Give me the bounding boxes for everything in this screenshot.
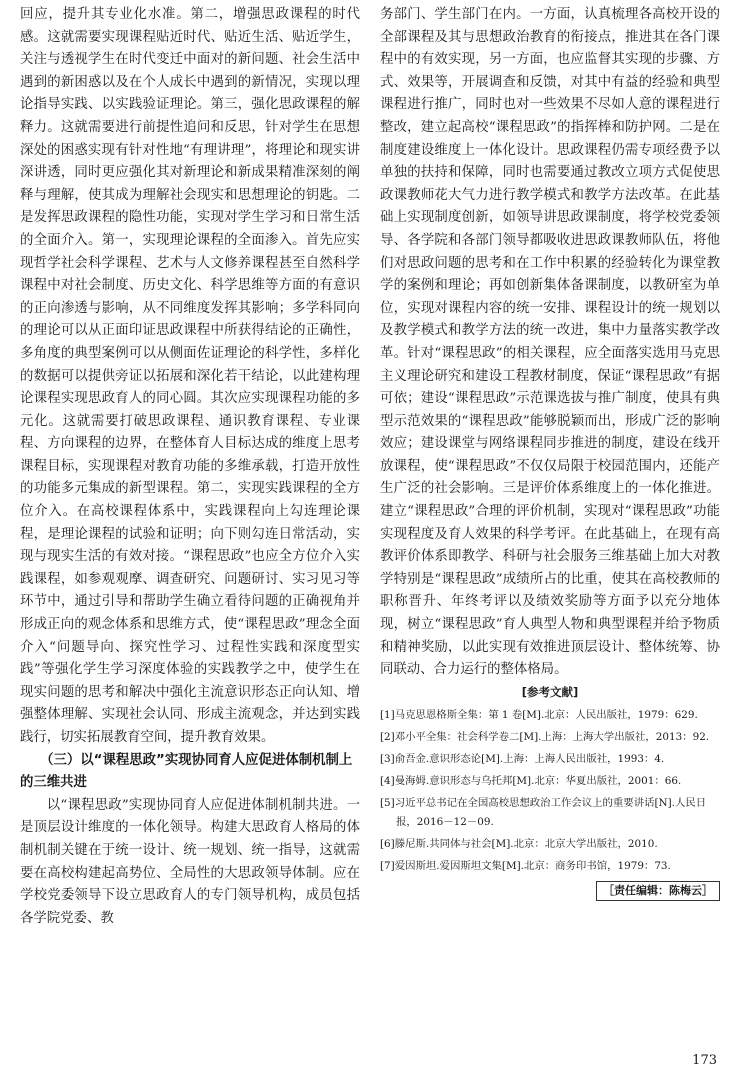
reference-item: [3]俞吾金.意识形态论[M].上海：上海人民出版社，1993：4. bbox=[380, 752, 665, 765]
page-number: 173 bbox=[692, 1053, 717, 1068]
body-paragraph: 以“课程思政”实现协同育人应促进体制机制共进。一是顶层设计维度的一体化领导。构建大思政育人格局的体制机制关键在于统一设计、统一规划、统一指导，这就需要在高校构建起高势位、全局性的大思政领导体制。应在学校党委领导下设立思政育人的专门领导机构，成员包括各学院党委、教 bbox=[20, 797, 360, 926]
reference-item: [7]爱因斯坦.爱因斯坦文集[M].北京：商务印书馆，1979：73. bbox=[380, 859, 671, 872]
reference-item: [4]曼海姆.意识形态与乌托邦[M].北京：华夏出版社，2001：66. bbox=[380, 774, 682, 787]
reference-list bbox=[380, 706, 720, 876]
editor-note-wrap bbox=[380, 879, 720, 901]
reference-item: [1]马克思恩格斯全集：第 1 卷[M].北京：人民出版社，1979：629. bbox=[380, 708, 698, 721]
article-page bbox=[20, 4, 720, 1034]
references-title: [参考文献] bbox=[521, 684, 579, 699]
body-paragraph: 务部门、学生部门在内。一方面，认真梳理各高校开设的全部课程及其与思想政治教育的衔接点，推进其在各门课程中的有效实现，另一方面，也应监督其实现的步骤、方式、效果等，开展调查和反馈，对其中有益的经验和典型课程进行推广，同时也对一些效果不尽如人意的课程进行整改，建立起高校“课程思政”的指挥棒和防护网。二是在制度建设维度上一体化设计。思政课程仍需专项经费予以单独的扶持和保障，同时也需要通过教改立项方式促使思政课教师花大气力进行教学模式和教学方法改革。在此基础上实现制度创新，如领导讲思政课制度，将学校党委领导、各学院和各部门领导都吸收进思政课教师队伍，将他们对思政问题的思考和在工作中积累的经验转化为课堂教学的案例和理论；再如创新集体备课制度，以教研室为单位，实现对课程内容的统一安排、课程设计的统一规划以及教学模式和教学方法的统一改进，集中力量落实教学改革。针对“课程思政”的相关课程，应全面落实选用马克思主义理论研究和建设工程教材制度，保证“课程思政”有据可依；建设“课程思政”示范课选拔与推广制度，使具有典型示范效果的“课程思政”能够脱颖而出，形成广泛的影响效应；建设课堂与网络课程同步推进的制度，建设在线开放课程，使“课程思政”不仅仅局限于校园范围内，还能产生广泛的社会影响。三是评价体系维度上的一体化推进。建立“课程思政”合理的评价机制，实现对“课程思政”功能实现程度及育人效果的科学考评。在此基础上，在现有高教评价体系即教学、科研与社会服务三维基础上加大对教学特别是“课程思政”成绩所占的比重，使其在高校教师的职称晋升、年终考评以及绩效奖励等方面予以充分地体现，树立“课程思政”育人典型人物和典型课程并给予物质和精神奖励，以此实现有效推进顶层设计、整体统筹、协同联动、合力运行的整体格局。 bbox=[380, 7, 720, 678]
reference-item: [6]滕尼斯.共同体与社会[M].北京：北京大学出版社，2010. bbox=[380, 837, 658, 850]
reference-item: [5]习近平总书记在全国高校思想政治工作会议上的重要讲话[N].人民日报，2016－12－09. bbox=[380, 796, 707, 828]
body-paragraph: 回应，提升其专业化水准。第二，增强思政课程的时代感。这就需要实现课程贴近时代、贴近生活、贴近学生，关注与透视学生在时代变迁中面对的新问题、社会生活中遇到的新困惑以及在个人成长中遇到的新情况，实现以理论指导实践、以实践验证理论。第三，强化思政课程的解释力。这就需要进行前提性追问和反思，针对学生在思想深处的困惑实现有针对性地“有理讲理”，将理论和现实讲深讲透，同时更应强化其对新理论和新成果精准深刻的阐释与理解，使其成为理解社会现实和思想理论的钥匙。二是发挥思政课程的隐性功能，实现对学生学习和日常生活的全面介入。第一，实现理论课程的全面渗入。首先应实现哲学社会科学课程、艺术与人文修养课程甚至自然科学课程中对社会制度、历史文化、科学思维等方面的有意识的正向渗透与影响，从不同维度发挥其影响；多学科同向的理论可以从正面印证思政课程中所获得结论的正确性，多角度的典型案例可以从侧面佐证理论的科学性，多样化的数据可以提供旁证以拓展和深化若干结论，以此建构理论课程实现思政育人的同心圆。其次应实现课程功能的多元化。这就需要打破思政课程、通识教育课程、专业课程、方向课程的边界，在整体育人目标达成的维度上思考课程目标，实现课程对教育功能的多维承载，打造开放性的功能多元集成的新型课程。第二，实现实践课程的全方位介入。在高校课程体系中，实践课程向上勾连理论课程，是理论课程的试验和证明；向下则勾连日常活动，实现与现实生活的有效对接。“课程思政”也应全方位介入实践课程，如参观观摩、调查研究、问题研讨、实习见习等环节中，通过引导和帮助学生确立看待问题的正确视角并形成正向的观念体系和思维方式，使“课程思政”理念全面介入“问题导向、探究性学习、过程性实践和深度型实践”等强化学生学习深度体验的实践教学之中，使学生在现实问题的思考和解决中强化主流意识形态正向认知、增强整体理解、实现社会认同、形成主流观念，并达到实践践行，切实拓展教育空间，提升教育效果。 bbox=[20, 7, 360, 745]
section-heading: （三）以“课程思政”实现协同育人应促进体制机制上的三维共进 bbox=[20, 752, 353, 791]
right-column bbox=[380, 4, 720, 1034]
editor-note: ［责任编辑：陈梅云］ bbox=[596, 881, 720, 901]
left-column bbox=[20, 4, 360, 1034]
reference-item: [2]邓小平全集：社会科学卷二[M].上海：上海大学出版社，2013：92. bbox=[380, 730, 710, 743]
